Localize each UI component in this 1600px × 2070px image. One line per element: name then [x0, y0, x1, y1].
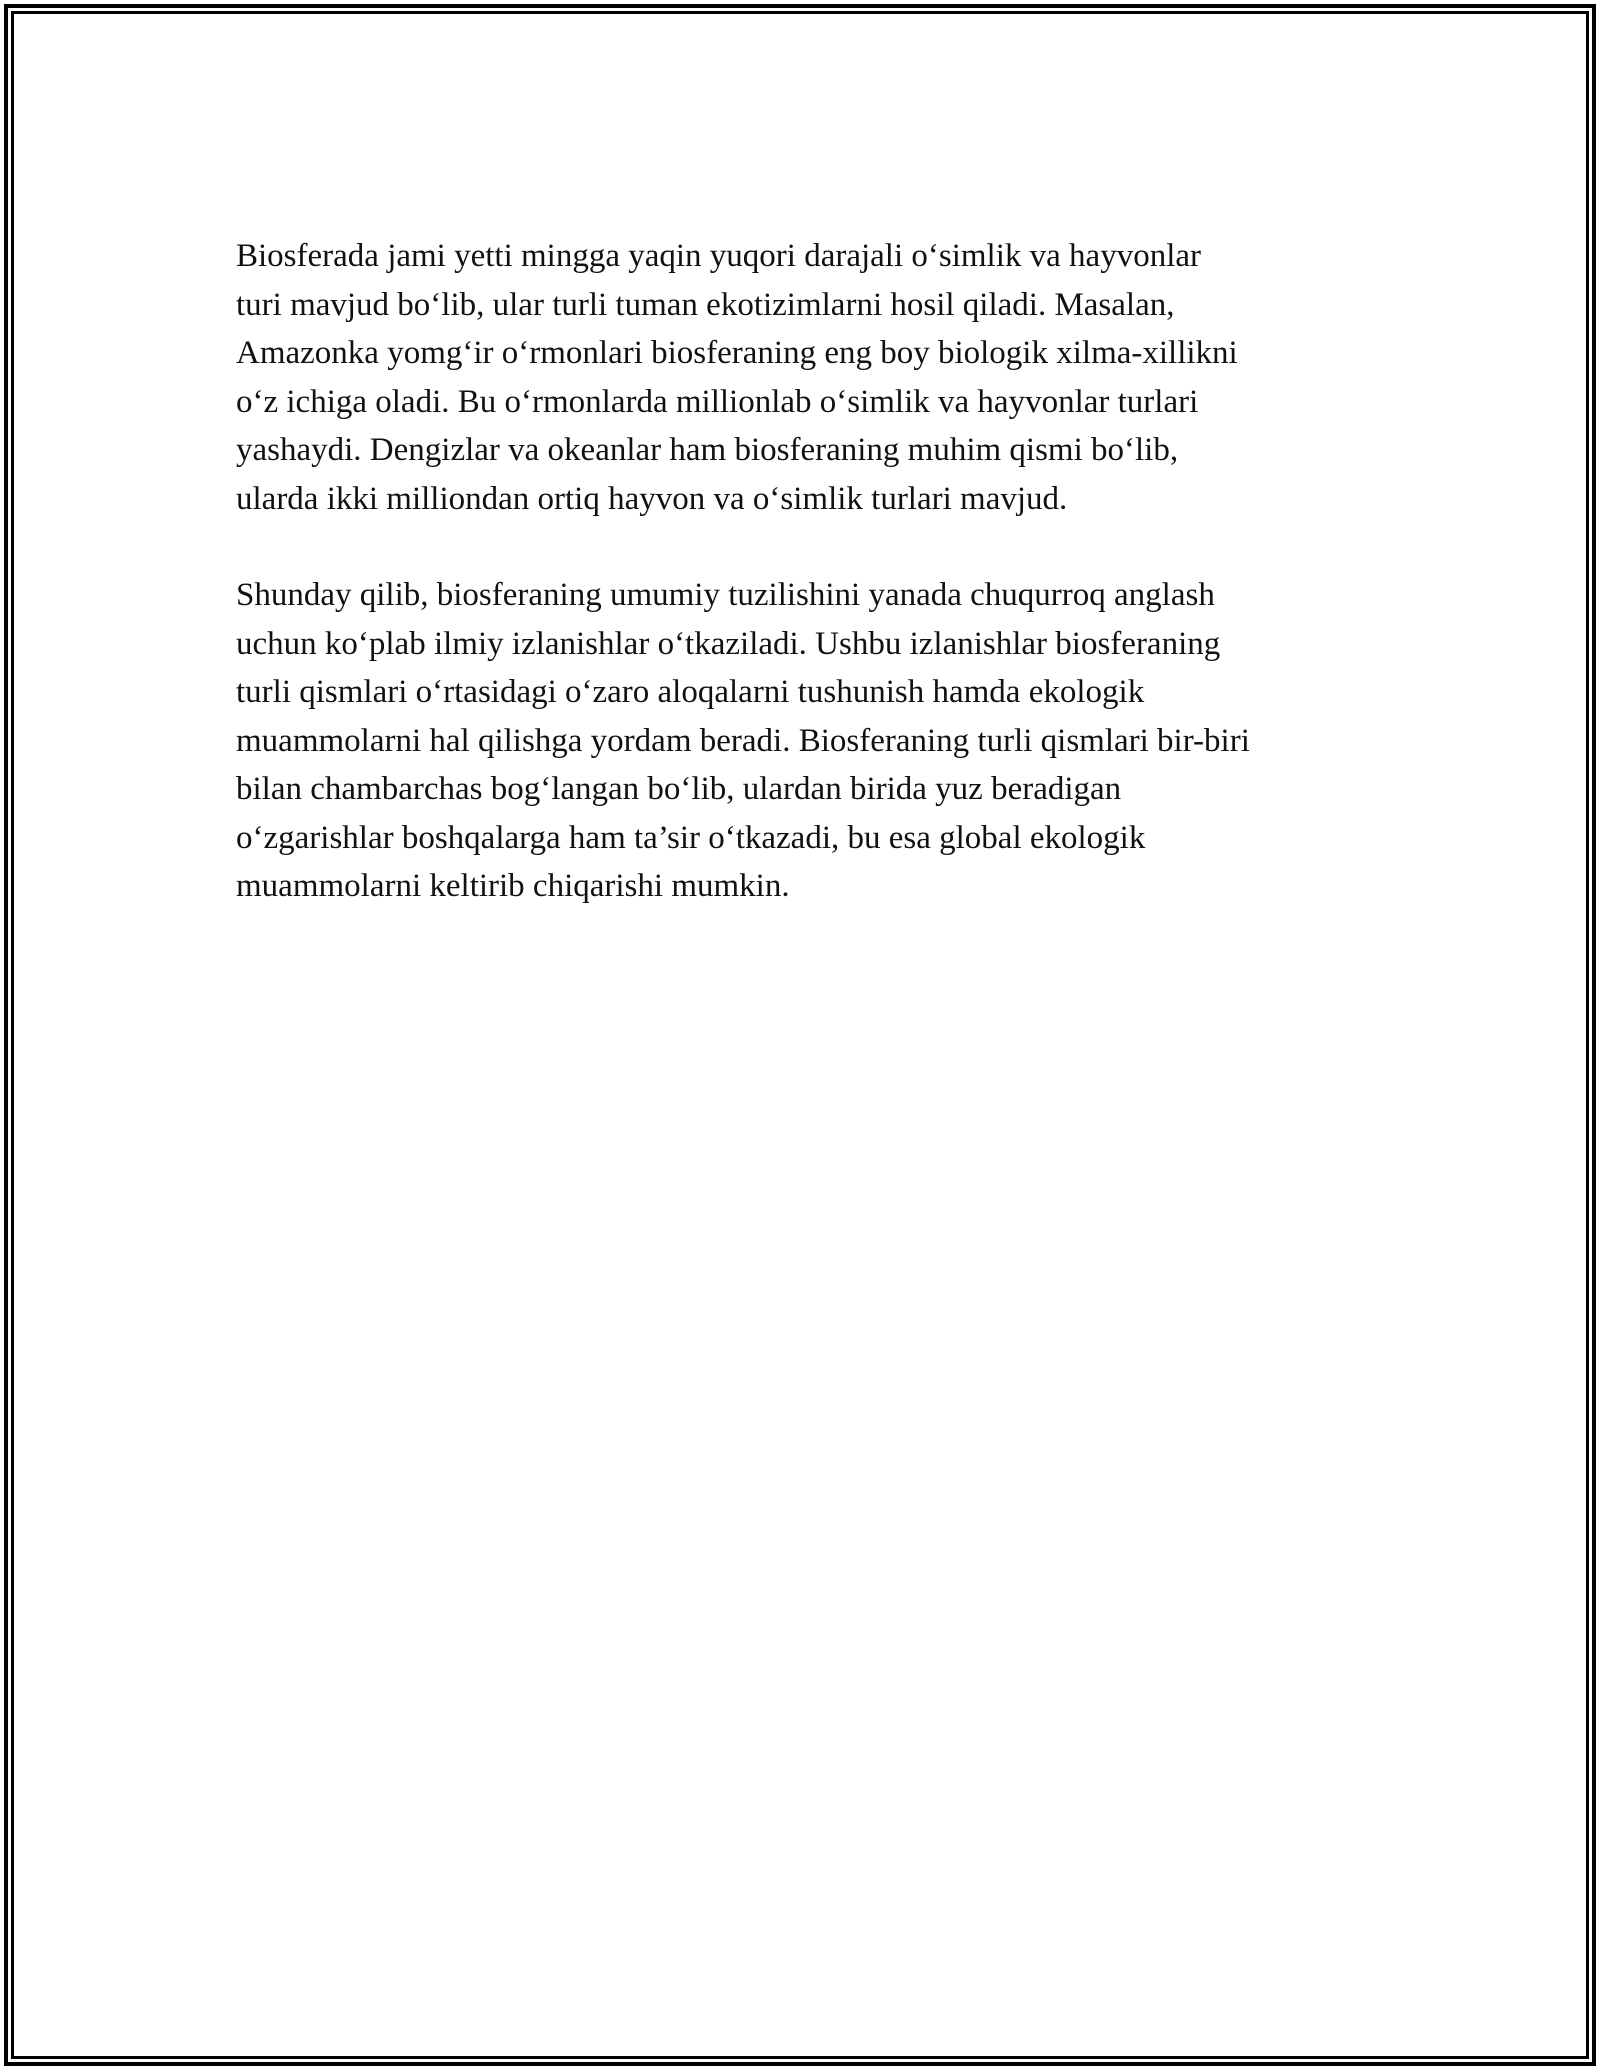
paragraph-biosphere-species: Biosferada jami yetti mingga yaqin yuqori darajali o‘simlik va hayvonlar turi mavjud bo‘lib, ular turli tuman ekotizimlarni hosil qiladi. Masalan, Amazonka yomg‘ir o‘rmonlari biosferaning eng boy biologik xilma-xillikni o‘z ichiga oladi. Bu o‘rmonlarda millionlab o‘simlik va hayvonlar turlari yashaydi. Dengizlar va okeanlar ham biosferaning muhim qismi bo‘lib, ularda ikki milliondan ortiq hayvon va o‘simlik turlari mavjud. — [236, 238, 1238, 517]
paragraph-biosphere-research: Shunday qilib, biosferaning umumiy tuzilishini yanada chuqurroq anglash uchun ko‘plab ilmiy izlanishlar o‘tkaziladi. Ushbu izlanishlar biosferaning turli qismlari o‘rtasidagi o‘zaro aloqalarni tushunish hamda ekologik muammolarni hal qilishga yordam beradi. Biosferaning turli qismlari bir-biri bilan chambarchas bog‘langan bo‘lib, ulardan birida yuz beradigan o‘zgarishlar boshqalarga ham ta’sir o‘tkazadi, bu esa global ekologik muammolarni keltirib chiqarishi mumkin. — [236, 577, 1250, 904]
document-body — [236, 232, 1376, 911]
